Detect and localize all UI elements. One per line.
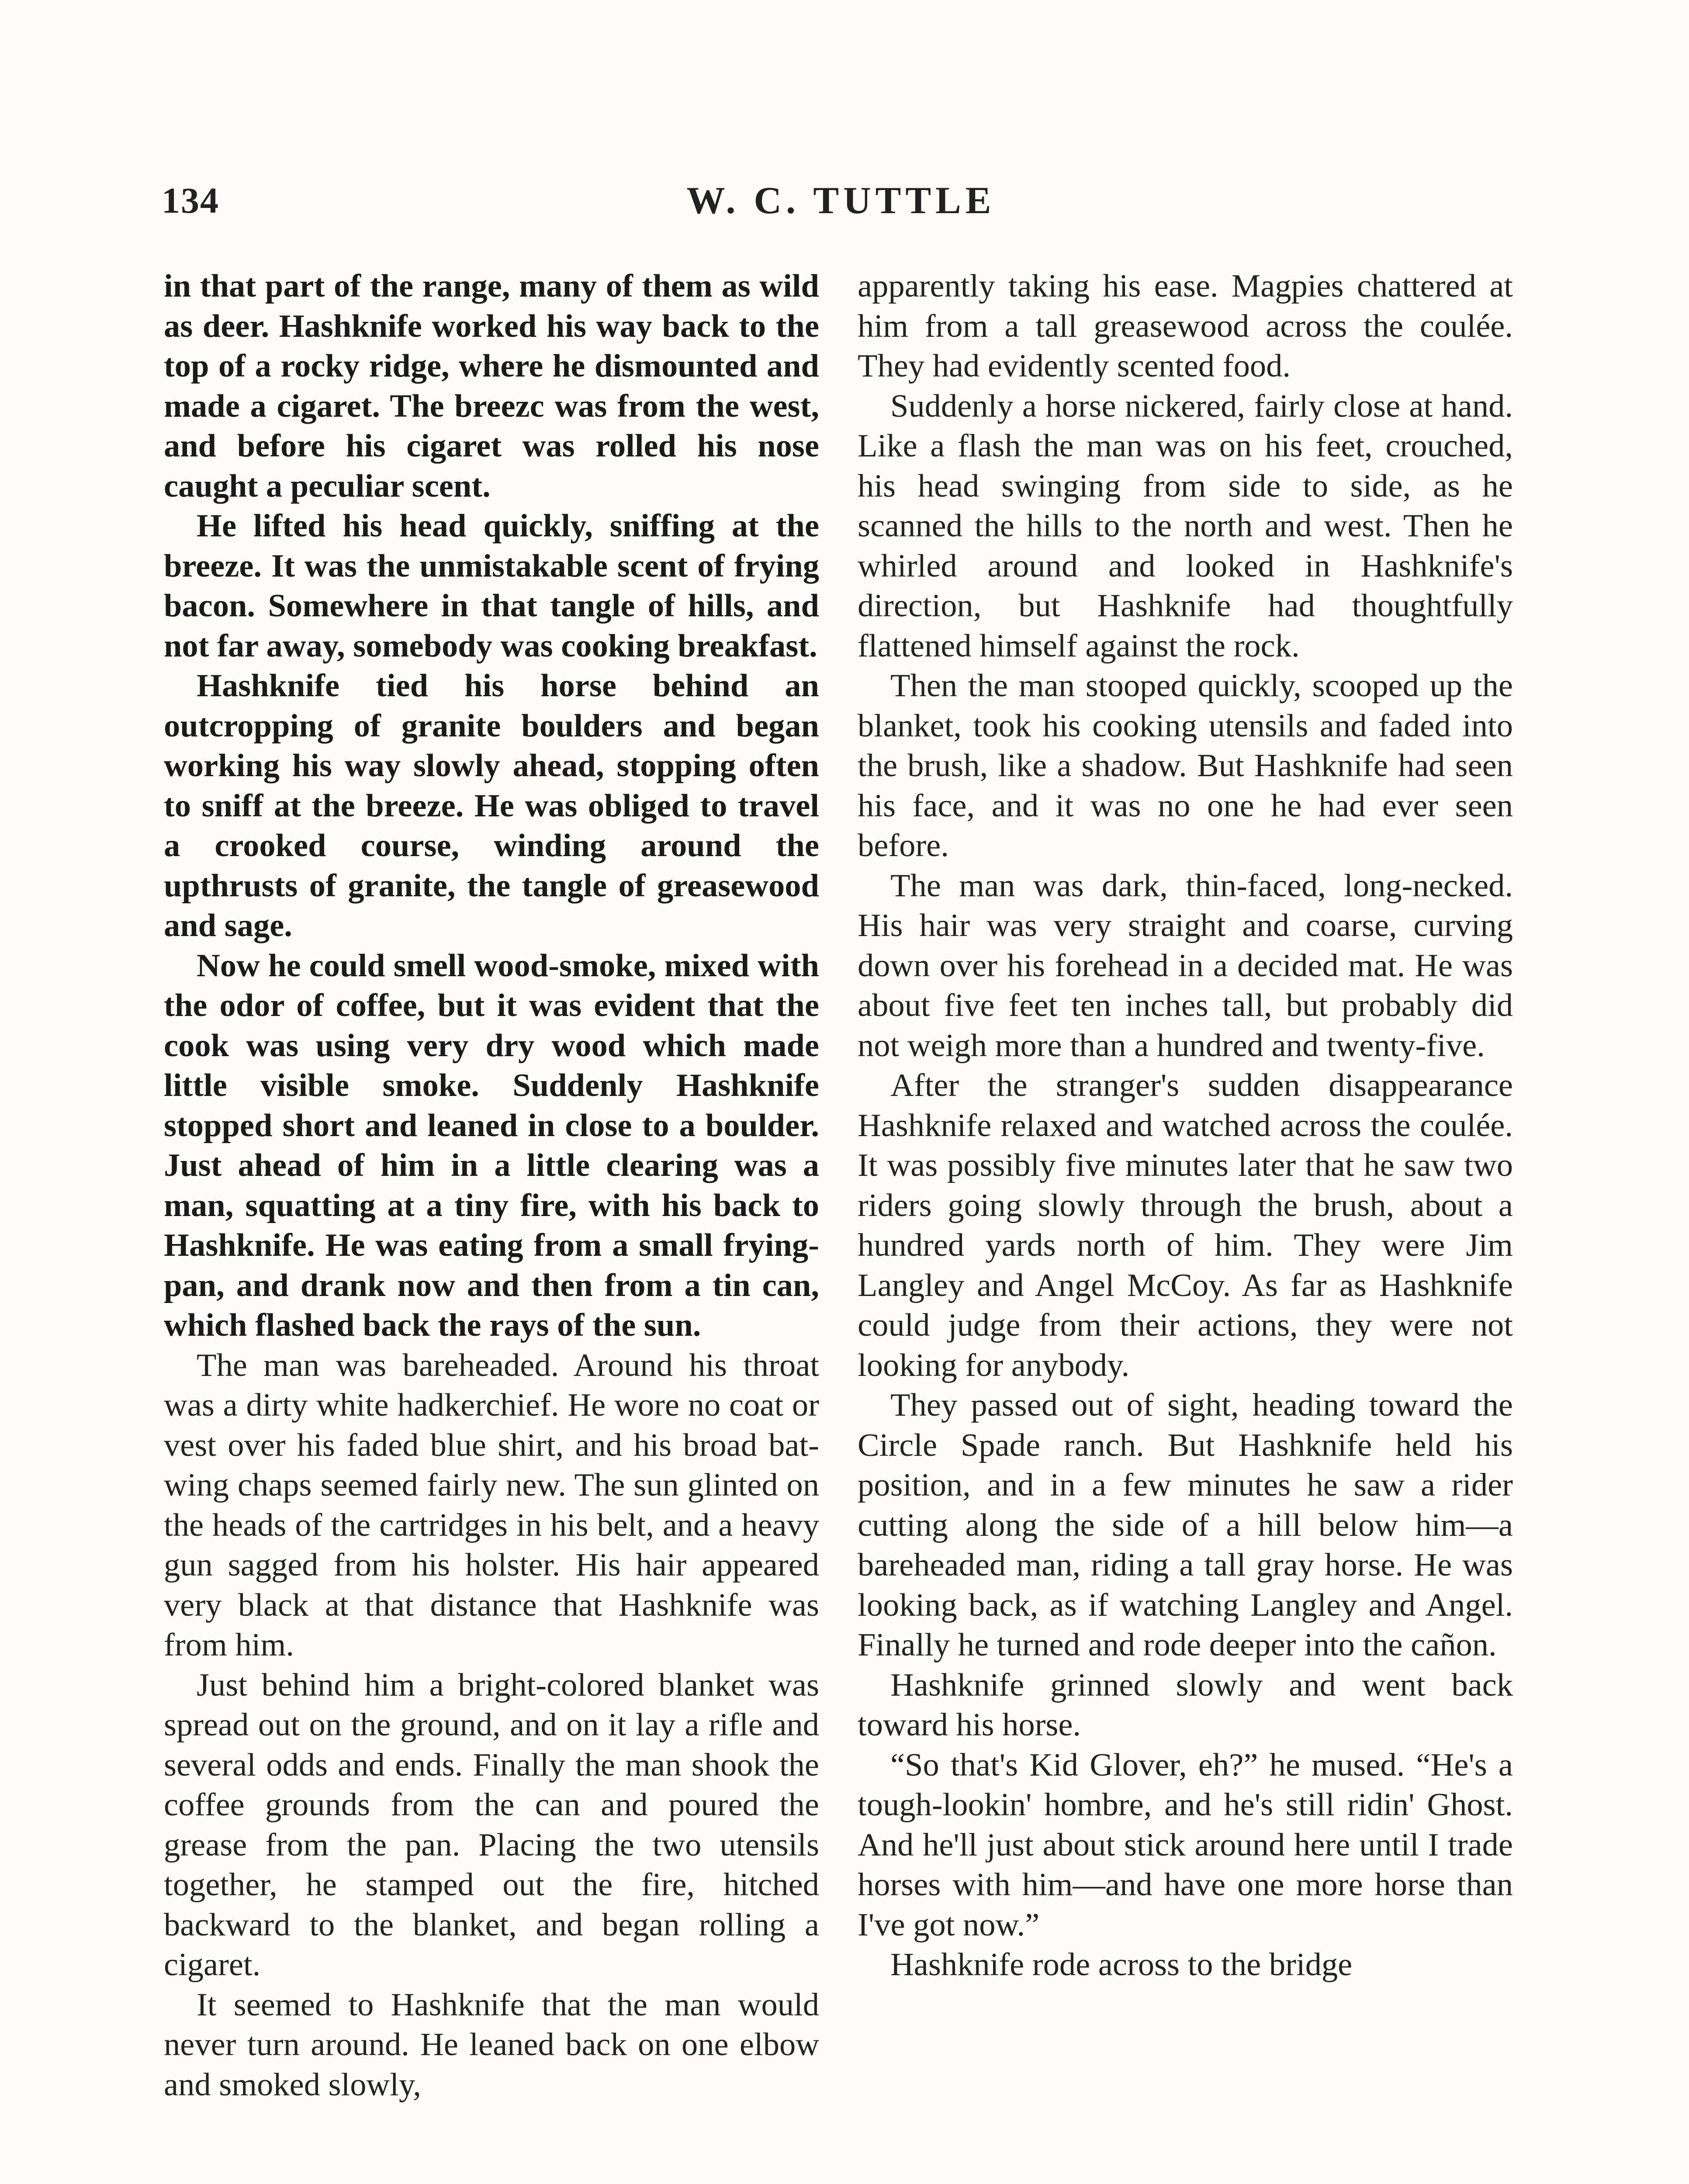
paragraph: Just behind him a bright-colored blanket was spread out on the ground, and on it lay a rifle and several odds and ends. Finally the man shook the coffee grounds from the can and poured the grease from the pan. Placing the two utensils together, he stamped out the fire, hitched backward to the blanket, and began rolling a cigaret.: [164, 1667, 819, 1983]
paragraph: The man was bareheaded. Around his throat was a dirty white hadkerchief. He wore no coat or vest over his faded blue shirt, and his broad bat-wing chaps seemed fairly new. The sun glinted on the heads of the cartridges in his belt, and a heavy gun sagged from his holster. His hair appeared very black at that distance that Hashknife was from him.: [164, 1347, 819, 1663]
page-number: 134: [162, 180, 219, 221]
paragraph: Hashknife grinned slowly and went back toward his horse.: [858, 1667, 1513, 1743]
paragraph: Hashknife rode across to the bridge: [890, 1947, 1353, 1983]
paragraph: Now he could smell wood-smoke, mixed with the odor of coffee, but it was evident that the cook was using very dry wood which made little visible smoke. Suddenly Hashknife stopped short and leaned in close to a boulder. Just ahead of him in a little clearing was a man, squatting at a tiny fire, with his back to Hashknife. He was eating from a small frying-pan, and drank now and then from a tin can, which flashed back the rays of the sun.: [164, 947, 819, 1343]
page-header: [162, 175, 1520, 227]
paragraph: Hashknife tied his horse behind an outcropping of granite boulders and began working his way slowly ahead, stopping often to sniff at the breeze. He was obliged to travel a crooked course, winding around the upthrusts of granite, the tangle of greasewood and sage.: [164, 668, 819, 943]
left-text-column: [164, 266, 819, 2105]
running-head-author: W. C. TUTTLE: [686, 180, 996, 222]
paragraph: Suddenly a horse nickered, fairly close at hand. Like a flash the man was on his feet, crouched, his head swinging from side to side, as he scanned the hills to the north and west. Then he whirled around and looked in Hashknife's direction, but Hashknife had thoughtfully flattened himself against the rock.: [858, 388, 1513, 664]
paragraph: They passed out of sight, heading toward the Circle Spade ranch. But Hashknife held his position, and in a few minutes he saw a rider cutting along the side of a hill below him—a bareheaded man, riding a tall gray horse. He was looking back, as if watching Langley and Angel. Finally he turned and rode deeper into the cañon.: [858, 1387, 1513, 1663]
paragraph: The man was dark, thin-faced, long-necked. His hair was very straight and coarse, curving down over his forehead in a decided mat. He was about five feet ten inches tall, but probably did not weigh more than a hundred and twenty-five.: [858, 867, 1513, 1064]
paragraph: It seemed to Hashknife that the man would never turn around. He leaned back on one elbow and smoked slowly,: [164, 1987, 819, 2103]
right-text-column: [858, 266, 1513, 1985]
paragraph: After the stranger's sudden disappearance Hashknife relaxed and watched across the coulée. It was possibly five minutes later that he saw two riders going slowly through the brush, about a hundred yards north of him. They were Jim Langley and Angel McCoy. As far as Hashknife could judge from their actions, they were not looking for anybody.: [858, 1068, 1513, 1383]
paragraph: Then the man stooped quickly, scooped up the blanket, took his cooking utensils and faded into the brush, like a shadow. But Hashknife had seen his face, and it was no one he had ever seen before.: [858, 668, 1513, 864]
paragraph: He lifted his head quickly, sniffing at the breeze. It was the unmistakable scent of frying bacon. Somewhere in that tangle of hills, and not far away, somebody was cooking breakfast.: [164, 508, 819, 664]
paragraph: apparently taking his ease. Magpies chattered at him from a tall greasewood across the coulée. They had evidently scented food.: [858, 268, 1513, 384]
paragraph: “So that's Kid Glover, eh?” he mused. “He's a tough-lookin' hombre, and he's still ridin' Ghost. And he'll just about stick around here until I trade horses with him—and have one more horse than I've got now.”: [858, 1747, 1513, 1943]
paragraph: in that part of the range, many of them as wild as deer. Hashknife worked his way back to the top of a rocky ridge, where he dismounted and made a cigaret. The breezc was from the west, and before his cigaret was rolled his nose caught a peculiar scent.: [164, 268, 819, 504]
